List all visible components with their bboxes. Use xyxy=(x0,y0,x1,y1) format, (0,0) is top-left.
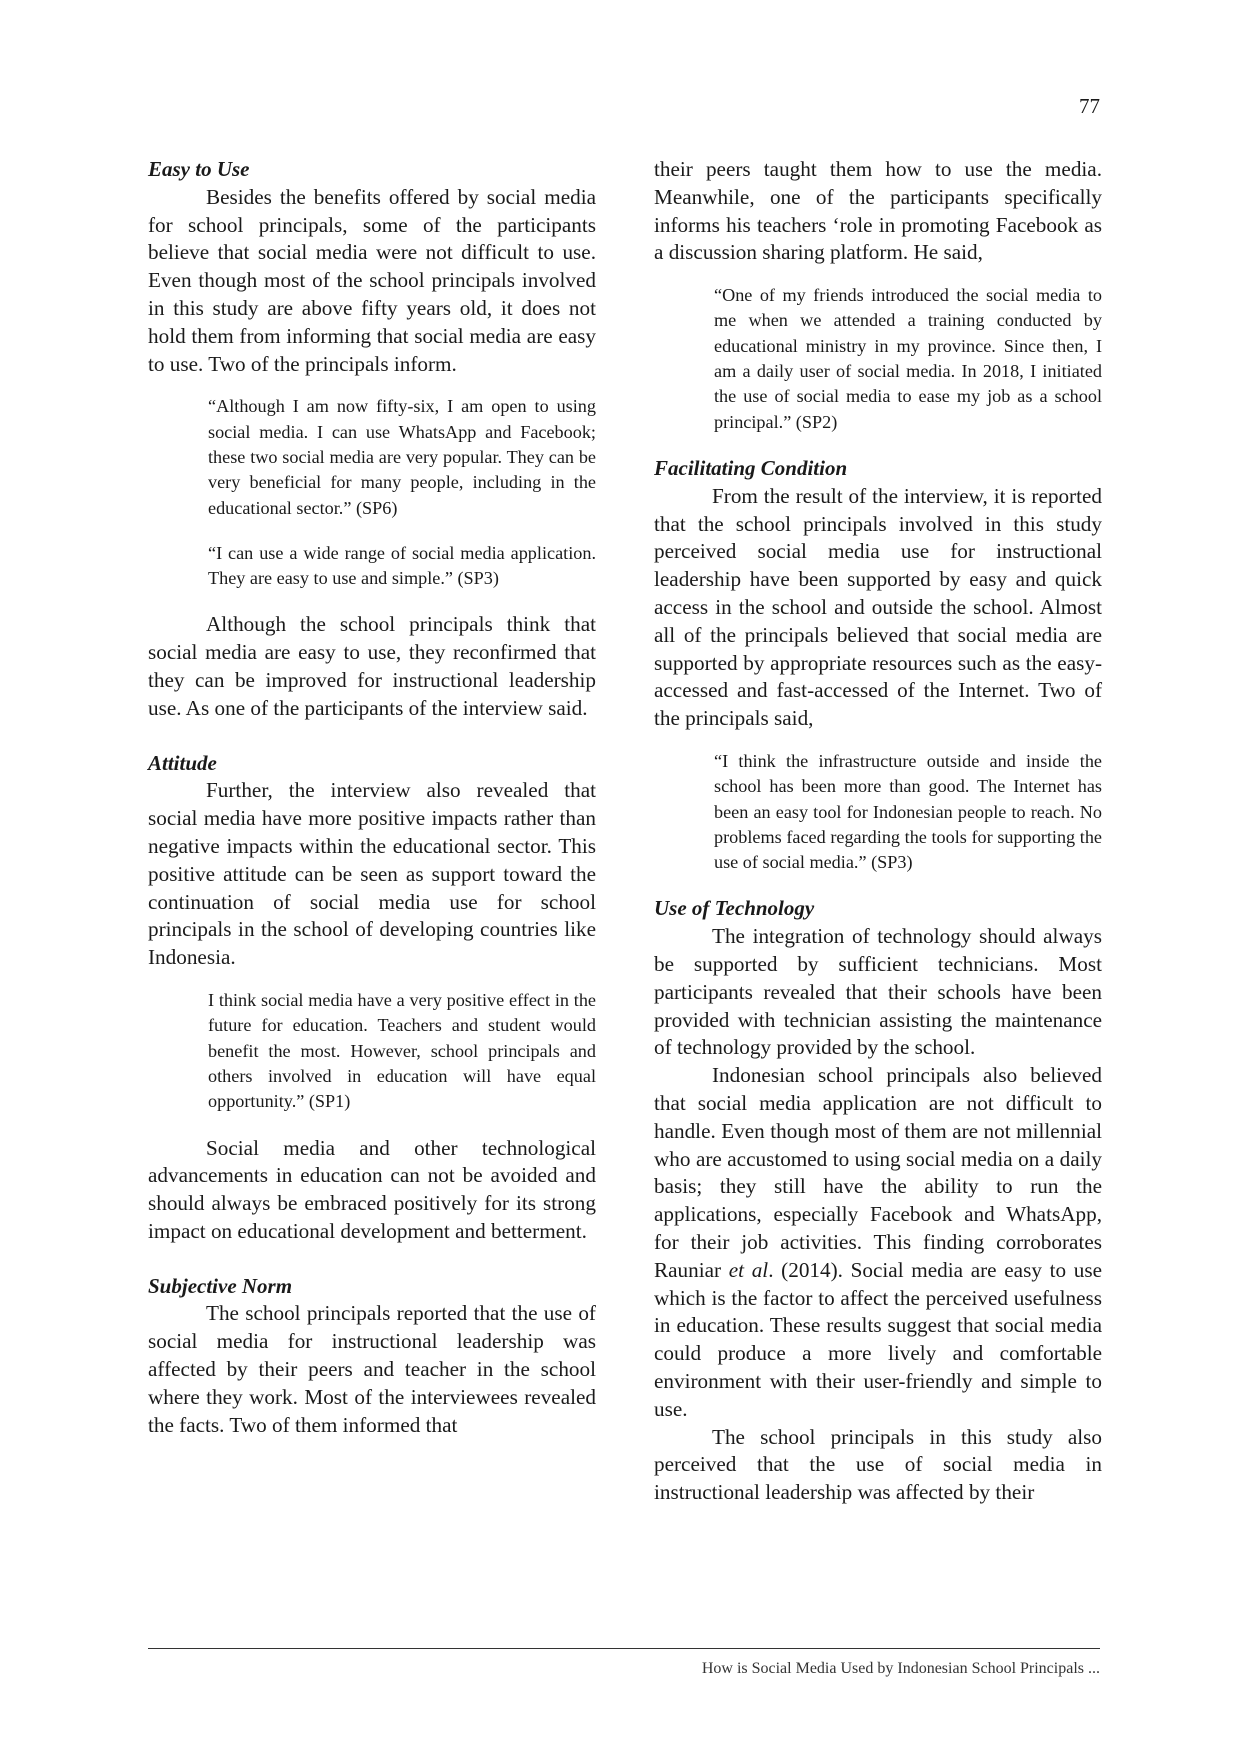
paragraph xyxy=(654,1062,1102,1423)
quote-sp2: “One of my friends introduced the social media to me when we attended a training conducted by educational ministry in my province. Since then, I am a daily user of social media. In 2018, I initiated the use of social media to ease my job as a school principal.” (SP2) xyxy=(714,285,1102,432)
section-heading-use-of-technology: Use of Technology xyxy=(654,896,815,921)
quote-sp3-easy: “I can use a wide range of social media application. They are easy to use and simple.” (SP3) xyxy=(208,542,596,589)
paragraph: Although the school principals think that social media are easy to use, they reconfirmed that they can be improved for instructional leadership use. As one of the participants of the interview said. xyxy=(148,612,596,720)
paragraph: Besides the benefits offered by social media for school principals, some of the participants believe that social media were not difficult to use. Even though most of the school principals involved in this study are above fifty years old, it does not hold them from informing that social media are easy to use. Two of the principals inform. xyxy=(148,184,596,376)
text-run: . (2014). Social media are easy to use which is the factor to affect the perceived usefulness in education. These results suggest that social media could produce a more lively and comfortable environment with their user-friendly and simple to use. xyxy=(654,1257,1102,1421)
section-heading-easy-to-use: Easy to Use xyxy=(148,157,250,181)
paragraph: Further, the interview also revealed that social media have more positive impacts rather than negative impacts within the educational sector. This positive attitude can be seen as support toward the continuation of social media use for school principals in the school of developing countries like Indonesia. xyxy=(148,778,596,970)
section-heading-attitude: Attitude xyxy=(148,750,217,775)
left-column xyxy=(148,156,596,1439)
paragraph: The school principals reported that the use of social media for instructional leadership was affected by their peers and teacher in the school where they work. Most of the interviewees revealed the facts. Two of them informed that xyxy=(148,1301,596,1437)
paragraph-continued: their peers taught them how to use the media. Meanwhile, one of the participants specifically informs his teachers ‘role in promoting Facebook as a discussion sharing platform. He said, xyxy=(654,157,1102,265)
paragraph: From the result of the interview, it is reported that the school principals involved in this study perceived social media use for instructional leadership have been supported by easy and quick access in the school and outside the school. Almost all of the principals believed that social media are supported by appropriate resources such as the easy-accessed and fast-accessed of the Internet. Two of the principals said, xyxy=(654,483,1102,731)
citation-et-al: et al xyxy=(728,1257,769,1282)
section-heading-facilitating-condition: Facilitating Condition xyxy=(654,455,848,480)
quote-sp1: I think social media have a very positive effect in the future for education. Teachers and student would benefit the most. However, school principals and others involved in education will have equal opportunity.” (SP1) xyxy=(208,990,596,1112)
text-run: Indonesian school principals also believed that social media application are not difficult to handle. Even though most of them are not millennial who are accustomed to using social media on a daily basis; they still have the ability to run the applications, especially Facebook and WhatsApp, for their job activities. This finding corroborates Rauniar xyxy=(654,1063,1102,1282)
quote-sp6: “Although I am now fifty-six, I am open to using social media. I can use WhatsApp and Facebook; these two social media are very popular. They can be very beneficial for many people, including in the educational sector.” (SP6) xyxy=(208,396,596,518)
running-title: How is Social Media Used by Indonesian School Principals ... xyxy=(701,1660,1100,1677)
paragraph: The integration of technology should always be supported by sufficient technicians. Most participants revealed that their schools have been provided with technician assisting the maintenance of technology provided by the school. xyxy=(654,924,1102,1060)
paragraph: Social media and other technological advancements in education can not be avoided and should always be embraced positively for its strong impact on educational development and betterment. xyxy=(148,1135,596,1243)
section-heading-subjective-norm: Subjective Norm xyxy=(148,1273,293,1298)
quote-sp3-facilitating: “I think the infrastructure outside and inside the school has been more than good. The Internet has been an easy tool for Indonesian people to reach. No problems faced regarding the tools for supporting the use of social media.” (SP3) xyxy=(714,750,1102,873)
page-number: 77 xyxy=(1079,94,1100,118)
footer-rule xyxy=(148,1648,1100,1649)
paragraph: The school principals in this study also perceived that the use of social media in instructional leadership was affected by their xyxy=(654,1424,1102,1505)
right-column xyxy=(654,156,1102,1507)
